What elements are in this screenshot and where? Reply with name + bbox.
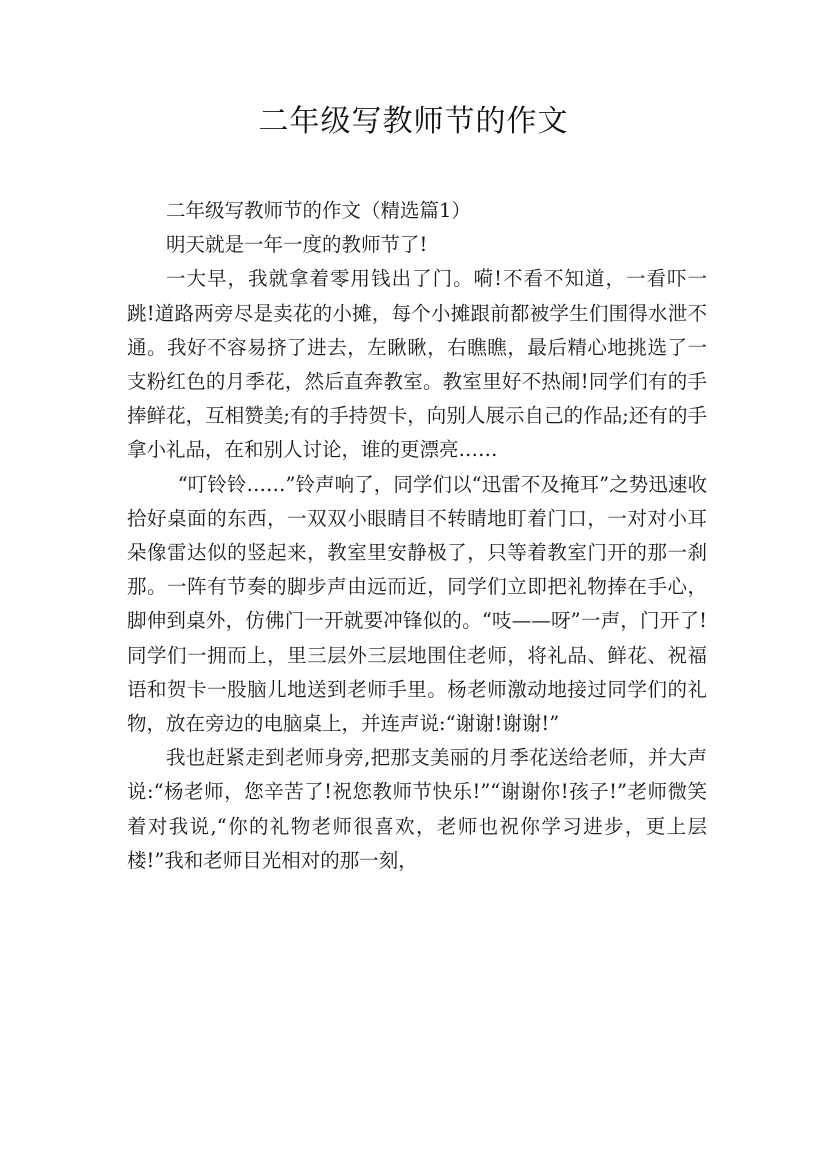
paragraph-4: 我也赶紧走到老师身旁,把那支美丽的月季花送给老师，并大声说:“杨老师，您辛苦了!祝您教师节快乐!”“谢谢你!孩子!”老师微笑着对我说,“你的礼物老师很喜欢，老师也祝你学习进步，更上层楼!”我和老师目光相对的那一刻，	[127, 746, 707, 872]
paragraph-3: “叮铃铃……”铃声响了，同学们以“迅雷不及掩耳”之势迅速收拾好桌面的东西，一双双小眼睛目不转睛地盯着门口，一对对小耳朵像雷达似的竖起来，教室里安静极了，只等着教室门开的那一刹那。一阵有节奏的脚步声由远而近，同学们立即把礼物捧在手心，脚伸到桌外，仿佛门一开就要冲锋似的。“吱——呀”一声，门开了!同学们一拥而上，里三层外三层地围住老师，将礼品、鲜花、祝福语和贺卡一股脑儿地送到老师手里。杨老师激动地接过同学们的礼物，放在旁边的电脑桌上，并连声说:“谢谢!谢谢!”	[127, 472, 707, 736]
document-body	[127, 194, 707, 878]
paragraph-1: 明天就是一年一度的教师节了!	[166, 233, 428, 257]
document-title: 二年级写教师节的作文	[258, 104, 569, 139]
paragraph-2: 一大早，我就拿着零用钱出了门。嗬!不看不知道，一看吓一跳!道路两旁尽是卖花的小摊，每个小摊跟前都被学生们围得水泄不通。我好不容易挤了进去，左瞅瞅，右瞧瞧，最后精心地挑选了一支粉红色的月季花，然后直奔教室。教室里好不热闹!同学们有的手捧鲜花，互相赞美;有的手持贺卡，向别人展示自己的作品;还有的手拿小礼品，在和别人讨论，谁的更漂亮……	[127, 267, 707, 462]
section-heading: 二年级写教师节的作文（精选篇1）	[166, 199, 471, 222]
